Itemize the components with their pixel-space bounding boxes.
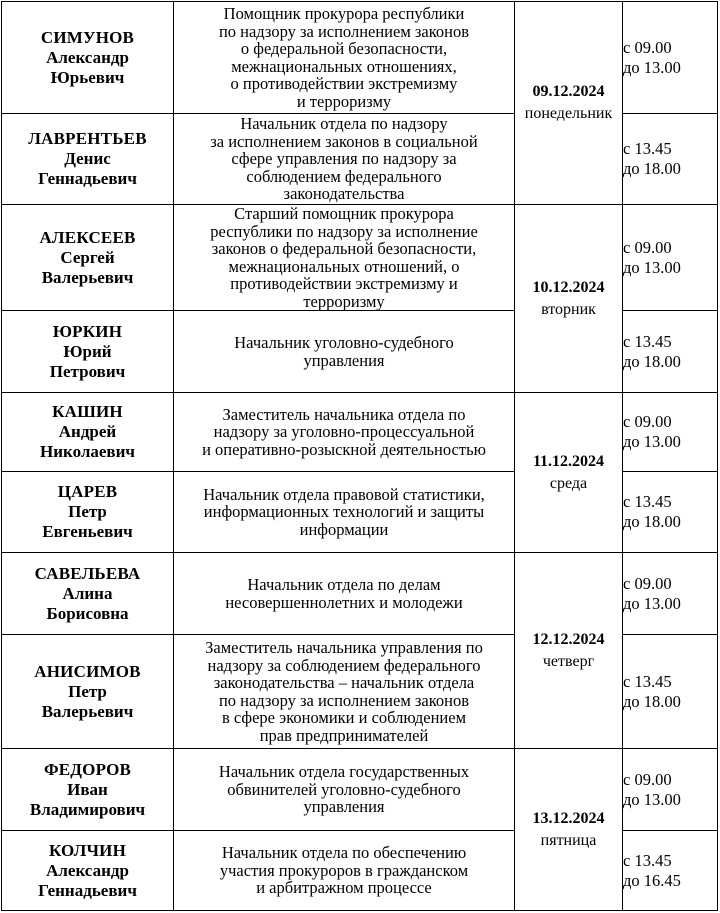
- position-line: обвинителей уголовно-судебного: [227, 779, 461, 799]
- official-name-cell: [2, 749, 174, 831]
- time-to: до 18.00: [623, 512, 681, 531]
- reception-weekday: среда: [549, 474, 588, 492]
- time-from: с 13.45: [623, 850, 672, 870]
- position-line: о противодействии экстремизму: [230, 74, 458, 93]
- reception-date: 11.12.2024: [532, 452, 605, 470]
- position-line: Начальник отдела государственных: [218, 762, 470, 782]
- time-to: до 18.00: [623, 691, 681, 711]
- reception-date-cell: [515, 553, 623, 749]
- official-patronymic: Геннадьевич: [38, 880, 137, 900]
- official-surname: САВЕЛЬЕВА: [34, 563, 141, 583]
- reception-date-cell: [515, 749, 623, 911]
- time-to: до 13.00: [623, 432, 681, 451]
- time-from: с 09.00: [623, 573, 672, 593]
- reception-date-cell: [515, 393, 623, 553]
- official-name-cell: [2, 553, 174, 635]
- position-line: по надзору за исполнением законов: [218, 21, 470, 41]
- position-line: законодательства: [283, 184, 405, 204]
- position-line: республики по надзору за исполнение: [210, 221, 478, 241]
- table-row: [2, 393, 718, 472]
- official-patronymic: Валерьевич: [41, 701, 134, 721]
- time-from: с 09.00: [623, 769, 672, 789]
- official-name-cell: [2, 831, 174, 911]
- time-from: с 13.45: [623, 331, 672, 351]
- official-surname: ЦАРЕВ: [57, 482, 118, 501]
- official-position-cell: [174, 2, 515, 114]
- reception-time-cell: [623, 114, 718, 205]
- official-first-name: Петр: [68, 681, 107, 701]
- official-patronymic: Петрович: [49, 361, 126, 381]
- official-first-name: Денис: [64, 149, 111, 168]
- official-first-name: Андрей: [58, 422, 117, 441]
- official-position-cell: [174, 114, 515, 205]
- position-line: информационных технологий и защиты: [203, 502, 485, 522]
- position-line: информации: [299, 519, 389, 539]
- official-name-cell: [2, 311, 174, 393]
- position-line: в сфере экономики и соблюдением: [221, 708, 467, 727]
- position-line: Начальник отдела по делам: [247, 575, 441, 594]
- official-patronymic: Валерьевич: [41, 267, 134, 287]
- official-position-cell: [174, 831, 515, 911]
- official-name-cell: [2, 205, 174, 311]
- official-name-cell: [2, 635, 174, 749]
- position-line: о федеральной безопасности,: [240, 39, 448, 58]
- official-patronymic: Юрьевич: [50, 67, 125, 87]
- reception-time-cell: [623, 635, 718, 749]
- official-surname: АНИСИМОВ: [34, 661, 141, 681]
- time-from: с 09.00: [623, 37, 672, 57]
- position-line: соблюдением федерального: [246, 166, 442, 186]
- table-row: [2, 553, 718, 635]
- time-from: с 13.45: [623, 671, 672, 691]
- position-line: по надзору за исполнением законов: [218, 690, 470, 710]
- official-name-cell: [2, 472, 174, 553]
- reception-time-cell: [623, 393, 718, 472]
- official-surname: СИМУНОВ: [40, 27, 135, 47]
- position-line: межнациональных отношениях,: [231, 56, 457, 76]
- table-row: [2, 749, 718, 831]
- time-to: до 13.00: [623, 57, 681, 77]
- position-line: сфере управления по надзору за: [231, 149, 457, 169]
- position-line: Начальник уголовно-судебного: [234, 333, 454, 352]
- reception-time-cell: [623, 749, 718, 831]
- official-first-name: Александр: [46, 47, 129, 67]
- official-surname: ЮРКИН: [52, 321, 123, 341]
- reception-weekday: вторник: [541, 300, 596, 318]
- official-name-cell: [2, 2, 174, 114]
- official-first-name: Петр: [68, 502, 107, 521]
- time-to: до 16.45: [623, 870, 681, 890]
- reception-time-cell: [623, 472, 718, 553]
- reception-weekday: пятница: [540, 831, 597, 849]
- official-position-cell: [174, 472, 515, 553]
- position-line: законов о федеральной безопасности,: [211, 239, 477, 258]
- official-name-cell: [2, 393, 174, 472]
- table-row: [2, 2, 718, 114]
- position-line: межнациональных отношений, о: [228, 256, 460, 276]
- position-line: Помощник прокурора республики: [223, 4, 465, 23]
- time-to: до 18.00: [623, 351, 681, 371]
- position-line: Старший помощник прокурора: [234, 204, 454, 223]
- position-line: Заместитель начальника управления по: [205, 638, 483, 657]
- position-line: несовершеннолетних и молодежи: [225, 592, 463, 612]
- time-from: с 09.00: [623, 412, 672, 431]
- time-to: до 18.00: [623, 159, 681, 178]
- time-from: с 09.00: [623, 237, 672, 257]
- reception-date: 13.12.2024: [532, 809, 605, 827]
- reception-date: 12.12.2024: [532, 630, 605, 648]
- official-patronymic: Борисовна: [46, 603, 129, 623]
- official-surname: ФЕДОРОВ: [43, 759, 132, 779]
- table-row: [2, 205, 718, 311]
- official-patronymic: Геннадьевич: [38, 169, 137, 188]
- official-patronymic: Евгеньевич: [42, 522, 133, 541]
- official-first-name: Юрий: [63, 341, 112, 361]
- official-surname: КОЛЧИН: [48, 840, 127, 860]
- official-surname: АЛЕКСЕЕВ: [39, 227, 136, 247]
- position-line: управления: [303, 797, 385, 817]
- official-name-cell: [2, 114, 174, 205]
- reception-date: 09.12.2024: [532, 83, 605, 100]
- official-surname: КАШИН: [52, 402, 123, 421]
- official-position-cell: [174, 393, 515, 472]
- position-line: надзору за соблюдением федерального: [207, 655, 481, 675]
- reception-time-cell: [623, 205, 718, 311]
- reception-date-cell: [515, 2, 623, 205]
- official-patronymic: Николаевич: [39, 442, 135, 461]
- time-to: до 13.00: [623, 257, 681, 277]
- position-line: терроризму: [303, 291, 385, 311]
- reception-date: 10.12.2024: [532, 278, 605, 296]
- reception-time-cell: [623, 553, 718, 635]
- official-position-cell: [174, 205, 515, 311]
- official-first-name: Иван: [67, 779, 108, 799]
- reception-time-cell: [623, 831, 718, 911]
- position-line: Начальник отдела правовой статистики,: [203, 484, 485, 504]
- official-first-name: Алина: [62, 583, 113, 603]
- official-patronymic: Владимирович: [29, 799, 146, 819]
- reception-time-cell: [623, 2, 718, 114]
- position-line: управления: [303, 350, 385, 370]
- position-line: противодействии экстремизму и: [230, 274, 458, 293]
- time-from: с 13.45: [623, 139, 672, 158]
- position-line: и оперативно-розыскной деятельностью: [202, 439, 486, 459]
- reception-weekday: понедельник: [524, 105, 613, 122]
- reception-schedule-table: [1, 1, 718, 911]
- official-first-name: Александр: [46, 860, 129, 880]
- official-position-cell: [174, 749, 515, 831]
- position-line: Начальник отдела по надзору: [240, 114, 448, 134]
- position-line: за исполнением законов в социальной: [210, 131, 478, 151]
- official-first-name: Сергей: [60, 247, 115, 267]
- position-line: прав предпринимателей: [259, 725, 429, 745]
- official-position-cell: [174, 311, 515, 393]
- position-line: и арбитражном процессе: [256, 878, 432, 898]
- position-line: участия прокуроров в гражданском: [219, 860, 469, 880]
- time-from: с 13.45: [623, 492, 672, 511]
- official-surname: ЛАВРЕНТЬЕВ: [28, 129, 147, 148]
- official-position-cell: [174, 635, 515, 749]
- position-line: Начальник отдела по обеспечению: [221, 843, 467, 863]
- official-position-cell: [174, 553, 515, 635]
- time-to: до 13.00: [623, 593, 681, 613]
- position-line: и терроризму: [296, 91, 392, 111]
- reception-date-cell: [515, 205, 623, 393]
- position-line: Заместитель начальника отдела по: [222, 404, 466, 424]
- time-to: до 13.00: [623, 789, 681, 809]
- reception-time-cell: [623, 311, 718, 393]
- position-line: законодательства – начальник отдела: [213, 673, 475, 692]
- reception-weekday: четверг: [542, 652, 595, 670]
- position-line: надзору за уголовно-процессуальной: [213, 422, 475, 442]
